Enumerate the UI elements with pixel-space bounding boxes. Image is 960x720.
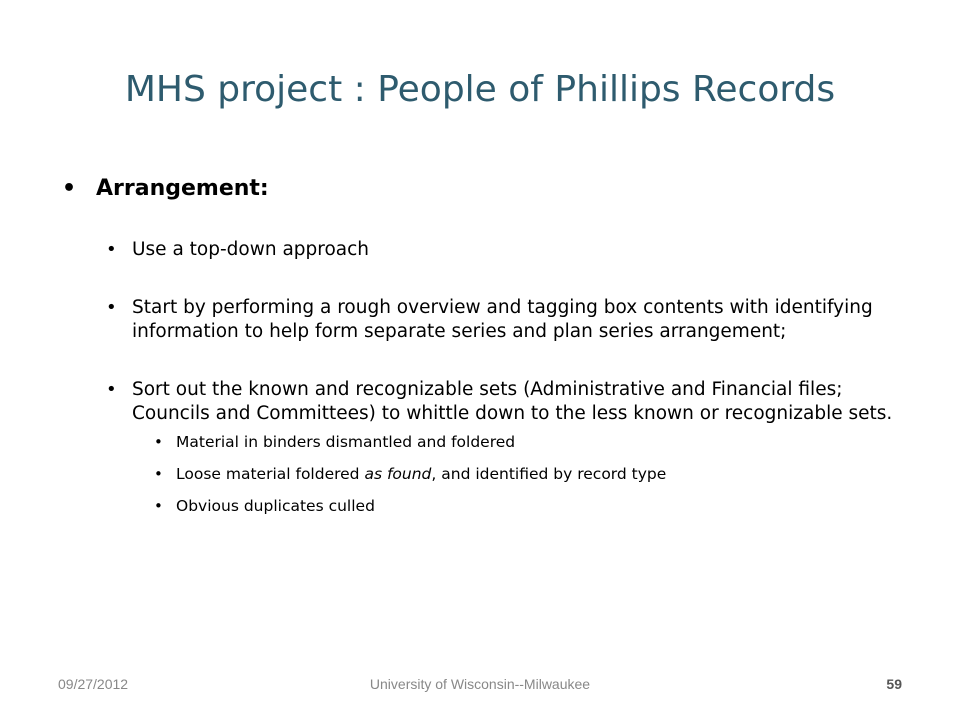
- sub-bullet-binders: • Material in binders dismantled and foldered: [152, 432, 900, 452]
- bullet-point-3: • Sort out the known and recognizable sets (Administrative and Financial files; Councils and Committees) to whittle down to the less known or recognizable sets.: [104, 378, 900, 426]
- footer-institution: University of Wisconsin--Milwaukee: [369, 676, 591, 692]
- slide-content: [60, 174, 900, 528]
- footer-date: 09/27/2012: [58, 676, 129, 692]
- slide-title: MHS project : People of Phillips Records: [124, 69, 836, 110]
- loose-text-start: Loose material foldered: [176, 465, 365, 483]
- bullet-point-1: • Use a top-down approach: [104, 238, 900, 262]
- sub-bullet-duplicates: • Obvious duplicates culled: [152, 496, 900, 516]
- bullet-point-2: • Start by performing a rough overview and tagging box contents with identifying information to help form separate series and plan series arrangement;: [104, 296, 900, 344]
- sub-bullet-loose-material: [152, 464, 900, 484]
- page-number: 59: [886, 676, 902, 692]
- bullet-heading: • Arrangement:: [60, 174, 900, 204]
- loose-text-end: , and identified by record type: [431, 465, 667, 483]
- loose-text-italic: as found: [364, 465, 432, 483]
